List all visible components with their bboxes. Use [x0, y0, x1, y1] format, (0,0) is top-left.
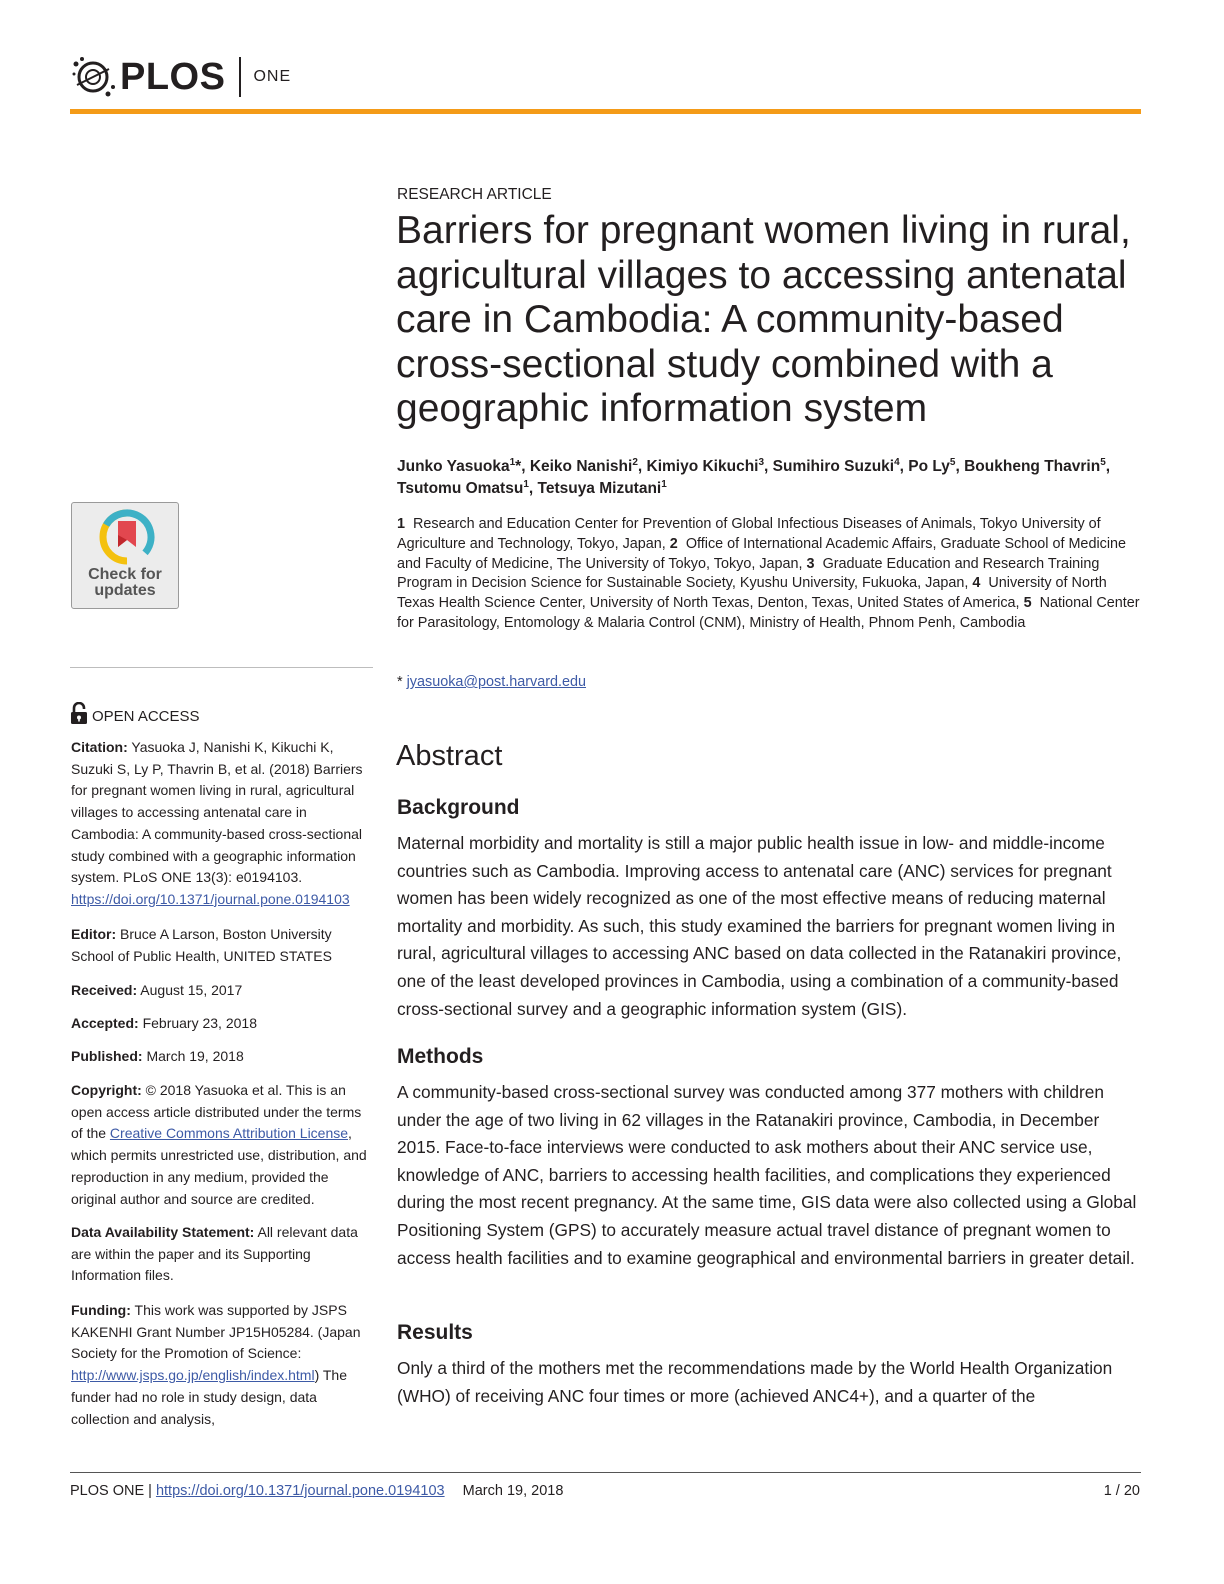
accepted-label: Accepted:	[71, 1015, 139, 1031]
author-name	[647, 458, 765, 475]
sidebar-divider	[70, 667, 373, 668]
citation-label: Citation:	[71, 739, 128, 755]
author-list: Junko Yasuoka$^1$*, Keiko Nanishi$^2$, Kimiyo Kikuchi$^3$, Sumihiro Suzuki$^4$, Po Ly$^5$, Boukheng Thavrin$^5$, Tsutomu Omatsu$^1$, Tetsuya Mizutani$^1$	[397, 456, 1111, 497]
logo-journal-text: ONE	[253, 68, 292, 85]
author-name	[773, 458, 900, 475]
article-title: Barriers for pregnant women living in rural, agricultural villages to accessing antenatal care in Cambodia: A community-based cross-sectional study combined with a geographic information system	[396, 209, 1131, 430]
author-name-text: Sumihiro Suzuki	[772, 458, 895, 475]
author-name	[530, 458, 638, 475]
header-rule	[70, 109, 1141, 114]
check-for-updates-badge[interactable]	[71, 502, 179, 609]
received-label: Received:	[71, 982, 138, 998]
affiliation-text: Graduate Education and Research Training Program in Decision Science for Sustainable Society, Kyushu University, Fukuoka, Japan,	[397, 555, 1100, 592]
editor-label: Editor:	[71, 926, 117, 942]
data-availability-label: Data Availability Statement:	[71, 1224, 255, 1240]
abstract-heading: Abstract	[396, 740, 503, 772]
author-name-text: Tsutomu Omatsu	[397, 480, 524, 497]
copyright-label: Copyright:	[71, 1082, 142, 1098]
author-affiliation-sup: 4	[894, 456, 900, 468]
jsps-link[interactable]: http://www.jsps.go.jp/english/index.html	[71, 1367, 315, 1384]
results-text: Only a third of the mothers met the recommendations made by the World Health Organization (WHO) of receiving ANC four times or more (achieved ANC4+), and a quarter of the	[397, 1358, 1113, 1406]
open-access-row	[70, 702, 200, 724]
affiliations	[397, 515, 1142, 634]
corresponding-email-link[interactable]: jyasuoka@post.harvard.edu	[406, 674, 587, 690]
funding-text-cont: ) The funder had no role in study design, data collection and analysis,	[71, 1367, 348, 1427]
author-name	[397, 458, 521, 475]
author-affiliation-sup: 2	[632, 456, 638, 468]
page-footer	[70, 1483, 563, 1499]
author-name-text: Keiko Nanishi	[529, 458, 633, 475]
received-date: August 15, 2017	[140, 982, 243, 998]
author-name-text: Junko Yasuoka	[397, 458, 510, 475]
editor-text: Bruce A Larson, Boston University School of Public Health, UNITED STATES	[71, 926, 332, 964]
footer-rule	[70, 1472, 1141, 1473]
check-for-updates-label: Check for updates	[88, 566, 162, 599]
author-name-text: Boukheng Thavrin	[964, 458, 1101, 475]
author-affiliation-sup: 5	[1100, 456, 1106, 468]
affiliation-number: 5	[1023, 595, 1032, 612]
crossmark-icon	[99, 509, 155, 565]
background-heading: Background	[397, 796, 520, 819]
published-date: March 19, 2018	[146, 1048, 244, 1064]
citation-block	[71, 737, 371, 911]
plos-logo-icon	[70, 54, 116, 100]
author-affiliation-sup: 3	[758, 456, 765, 468]
open-lock-icon	[70, 702, 88, 724]
author-name	[538, 480, 667, 497]
data-availability-text: All relevant data are within the paper and its Supporting Information files.	[71, 1224, 358, 1284]
author-name-text: Tetsuya Mizutani	[537, 480, 662, 497]
open-access-label: OPEN ACCESS	[92, 708, 200, 725]
received-block	[71, 980, 371, 1002]
page-number: 1 / 20	[1103, 1483, 1140, 1499]
author-name-text: Kimiyo Kikuchi	[646, 458, 759, 475]
accepted-date: February 23, 2018	[142, 1015, 257, 1031]
affiliation-text: Office of International Academic Affairs, Graduate School of Medicine and Faculty of Medicine, The University of Tokyo, Tokyo, Japan,	[397, 535, 1127, 572]
logo-plos-text: PLOS	[120, 55, 226, 98]
funding-label: Funding:	[71, 1302, 131, 1318]
methods-heading: Methods	[397, 1045, 484, 1068]
footer-journal: PLOS ONE |	[70, 1483, 152, 1499]
author-affiliation-sup: 1	[523, 478, 529, 490]
article-type: RESEARCH ARTICLE	[397, 186, 552, 203]
copyright-block	[71, 1080, 371, 1210]
author-name	[908, 458, 955, 475]
author-corresponding-mark: *	[515, 458, 522, 475]
citation-text: Yasuoka J, Nanishi K, Kikuchi K, Suzuki S, Ly P, Thavrin B, et al. (2018) Barriers for pregnant women living in rural, agricultural villages to accessing antenatal care in Cambodia: A community-based cross-sectional study combined with a geographic information system. PLoS ONE 13(3): e0194103.	[71, 739, 363, 886]
funding-text: This work was supported by JSPS KAKENHI Grant Number JP15H05284. (Japan Society for the Promotion of Science:	[71, 1302, 361, 1362]
author-affiliation-sup: 1	[661, 478, 667, 490]
background-text: Maternal morbidity and mortality is still a major public health issue in low- and middle-income countries such as Cambodia. Improving access to antenatal care (ANC) services for pregnant women has been widely recognized as one of the most effective means of reducing maternal mortality and morbidity. As such, this study examined the barriers for pregnant women living in rural, agricultural villages to accessing ANC based on data collected in the Ratanakiri province, one of the least developed provinces in Cambodia, using a combination of a community-based cross-sectional survey and a geographic information system (GIS).	[397, 833, 1122, 1019]
author-affiliation-sup: 5	[949, 456, 956, 468]
license-link[interactable]: Creative Commons Attribution License	[109, 1125, 349, 1142]
published-block	[71, 1046, 371, 1068]
results-heading: Results	[397, 1321, 473, 1344]
author-name	[397, 480, 529, 497]
affiliation-number: 4	[972, 575, 981, 592]
corresponding-author	[397, 674, 586, 690]
author-name-text: Po Ly	[908, 458, 950, 475]
affiliation-number: 3	[806, 555, 815, 572]
copyright-text-cont: , which permits unrestricted use, distribution, and reproduction in any medium, provided the original author and source are credited.	[71, 1125, 367, 1207]
copyright-text: © 2018 Yasuoka et al. This is an open access article distributed under the terms of the	[71, 1082, 362, 1142]
methods-text: A community-based cross-sectional survey was conducted among 377 mothers with children under the age of two living in 62 villages in the Ratanakiri province, Cambodia, in December 2015. Face-to-face interviews were conducted to ask mothers about their ANC service use, knowledge of ANC, barriers to accessing health facilities, and complications they experienced during the most recent pregnancy. At the same time, GIS data were also collected using a Global Positioning System (GPS) to accurately measure actual travel distance of pregnant women to access health facilities and to examine geographical and environmental barriers in greater detail.	[397, 1082, 1137, 1268]
affiliation-number: 2	[669, 535, 678, 552]
data-availability-block	[71, 1222, 371, 1287]
affiliation-text: Research and Education Center for Prevention of Global Infectious Diseases of Animals, Tokyo University of Agriculture and Technology, Tokyo, Japan,	[397, 516, 1101, 552]
footer-doi-link[interactable]: https://doi.org/10.1371/journal.pone.0194103	[155, 1483, 445, 1499]
footer-date: March 19, 2018	[462, 1483, 564, 1499]
author-affiliation-sup: 1	[509, 456, 516, 468]
author-name	[964, 458, 1106, 475]
citation-doi-link[interactable]: https://doi.org/10.1371/journal.pone.0194103	[71, 890, 350, 907]
published-label: Published:	[71, 1048, 143, 1064]
corresponding-asterisk: *	[397, 674, 403, 690]
affiliation-number: 1	[397, 516, 406, 532]
logo-divider	[239, 57, 241, 97]
plos-one-logo[interactable]	[70, 52, 291, 102]
funding-block	[71, 1300, 371, 1430]
accepted-block	[71, 1013, 371, 1035]
editor-block	[71, 924, 371, 967]
affiliation-text: University of North Texas Health Science Center, University of North Texas, Denton, Texas, United States of America,	[397, 575, 1107, 612]
affiliation-text: National Center for Parasitology, Entomology & Malaria Control (CNM), Ministry of Health, Phnom Penh, Cambodia	[397, 595, 1140, 631]
